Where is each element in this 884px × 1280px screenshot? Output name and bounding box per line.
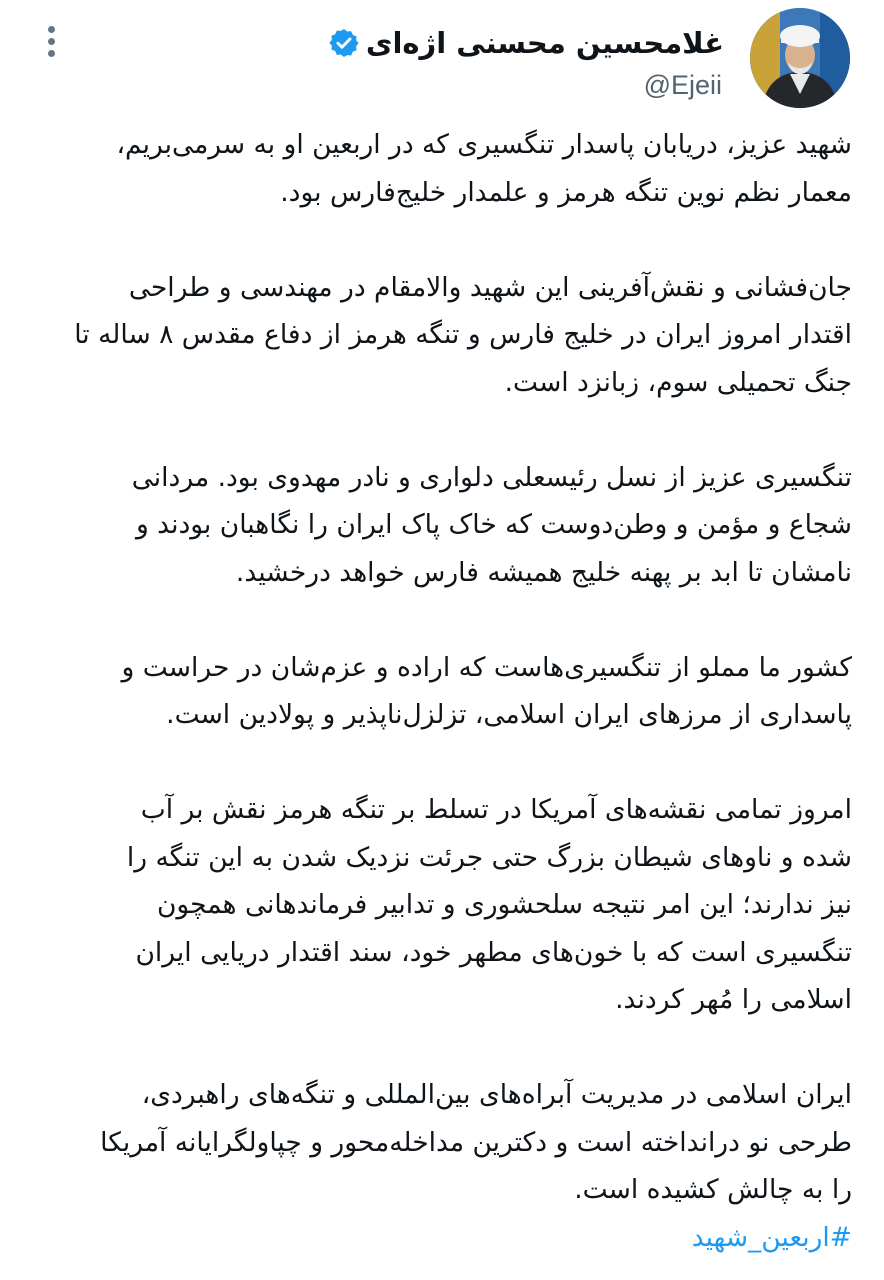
avatar[interactable] xyxy=(750,8,850,108)
more-dot xyxy=(48,26,55,33)
tweet-paragraph: شهید عزیز، دریابان پاسدار تنگسیری که در اربعین او به سرمی‌بریم، معمار نظم نوین تنگه هرمز و علمدار خلیج‌فارس بود. xyxy=(116,129,852,208)
author-name-row[interactable] xyxy=(328,18,724,68)
tweet-paragraph: کشور ما مملو از تنگسیری‌هاست که اراده و عزم‌شان در حراست و پاسداری از مرزهای ایران اسلامی، تزلزل‌ناپذیر و پولادین است. xyxy=(121,651,852,730)
hashtag-link[interactable]: #اربعین_شهید xyxy=(691,1221,852,1253)
more-dot xyxy=(48,38,55,45)
tweet-paragraph: امروز تمامی نقشه‌های آمریکا در تسلط بر تنگه هرمز نقش بر آب شده و ناوهای شیطان بزرگ حتی جرئت نزدیک شدن به این تنگه را نیز ندارند؛ این امر نتیجه سلحشوری و تدابیر فرماندهانی همچون تنگسیری است که با خون‌های مطهر خود، سند اقتدار دریایی ایران اسلامی را مُهر کردند. xyxy=(126,794,852,1015)
tweet-text xyxy=(40,121,852,1261)
avatar-photo-icon xyxy=(750,8,850,108)
author-handle[interactable]: @Ejeii xyxy=(643,70,722,100)
more-vertical-icon[interactable] xyxy=(36,26,66,62)
tweet-header xyxy=(0,0,884,118)
tweet-paragraph: ایران اسلامی در مدیریت آبراه‌های بین‌المللی و تنگه‌های راهبردی، طرحی نو درانداخته است و دکترین مداخله‌محور و چپاولگرایانه آمریکا را به چالش کشیده است. xyxy=(100,1079,852,1205)
more-dot xyxy=(48,50,55,57)
tweet-paragraph: جان‌فشانی و نقش‌آفرینی این شهید والامقام در مهندسی و طراحی اقتدار امروز ایران در خلیج فارس و تنگه هرمز از دفاع مقدس ۸ ساله تا جنگ تحمیلی سوم، زبانزد است. xyxy=(74,271,852,398)
author-display-name[interactable]: غلامحسین محسنی اژه‌ای xyxy=(365,26,724,60)
tweet-paragraph: تنگسیری عزیز از نسل رئیسعلی دلواری و نادر مهدوی بود. مردانی شجاع و مؤمن و وطن‌دوست که خاک پاک ایران را نگاهبان بودند و نامشان تا ابد بر پهنه خلیج همیشه فارس خواهد درخشید. xyxy=(131,461,852,588)
verified-badge-icon xyxy=(328,27,360,59)
